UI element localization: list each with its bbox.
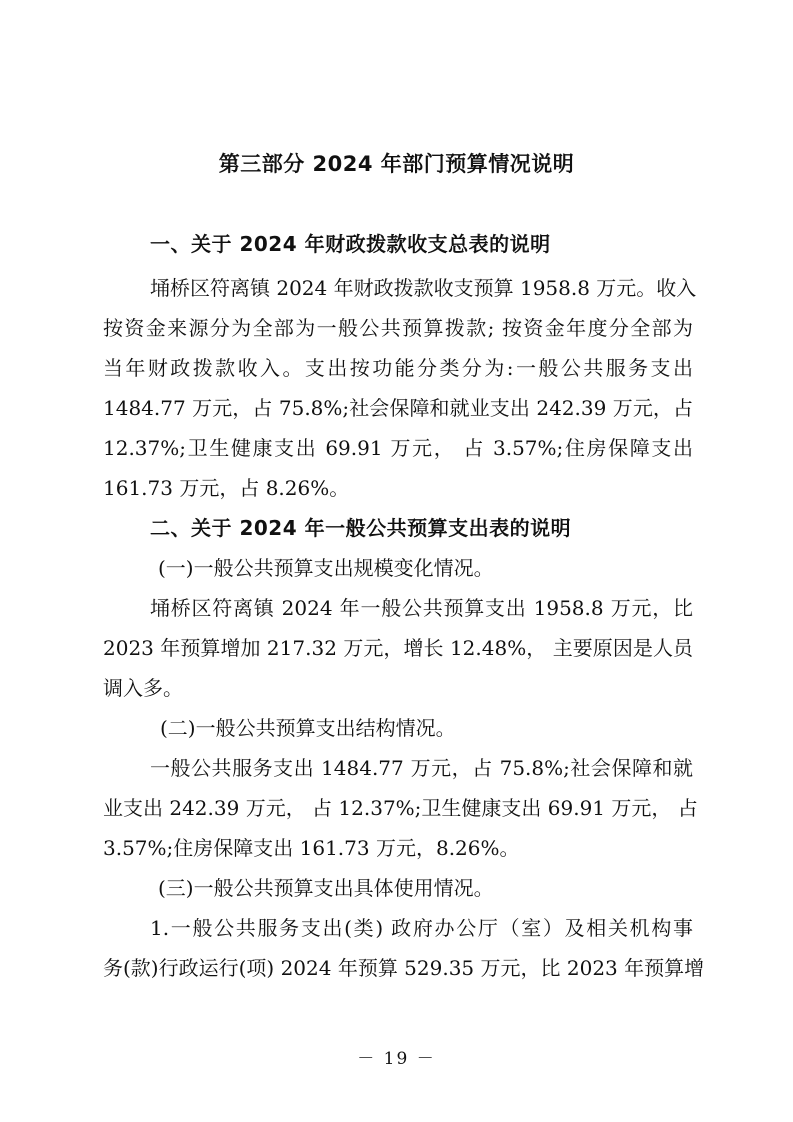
subsection-heading-2: (二)一般公共预算支出结构情况。 — [160, 716, 456, 740]
subsection-heading-1: (一)一般公共预算支出规模变化情况。 — [158, 556, 494, 580]
paragraph-line: 业支出 242.39 万元， 占 12.37%;卫生健康支出 69.91 万元， 占 — [103, 796, 698, 820]
paragraph-line: 当年财政拨款收入。支出按功能分类分为:一般公共服务支出 — [103, 356, 693, 380]
paragraph-line: 务(款)行政运行(项) 2024 年预算 529.35 万元，比 2023 年预算增 — [103, 956, 705, 980]
paragraph-line: 埇桥区符离镇 2024 年一般公共预算支出 1958.8 万元，比 — [150, 596, 693, 620]
paragraph-line: 161.73 万元，占 8.26%。 — [103, 476, 350, 500]
section-heading-1: 一、关于 2024 年财政拨款收支总表的说明 — [150, 232, 551, 256]
paragraph-line: 2023 年预算增加 217.32 万元，增长 12.48%， 主要原因是人员 — [103, 636, 693, 660]
subsection-heading-3: (三)一般公共预算支出具体使用情况。 — [158, 876, 494, 900]
paragraph-line: 埇桥区符离镇 2024 年财政拨款收支预算 1958.8 万元。收入 — [150, 276, 697, 300]
section-heading-2: 二、关于 2024 年一般公共预算支出表的说明 — [150, 516, 572, 540]
paragraph-line: 12.37%;卫生健康支出 69.91 万元， 占 3.57%;住房保障支出 — [103, 436, 693, 460]
paragraph-line: 3.57%;住房保障支出 161.73 万元，8.26%。 — [103, 836, 520, 860]
page-number: － 19 － — [357, 1049, 436, 1069]
paragraph-line: 按资金来源分为全部为一般公共预算拨款; 按资金年度分全部为 — [103, 316, 693, 340]
paragraph-line: 一般公共服务支出 1484.77 万元，占 75.8%;社会保障和就 — [150, 756, 693, 780]
paragraph-line: 1484.77 万元，占 75.8%;社会保障和就业支出 242.39 万元，占 — [103, 396, 693, 420]
page-title: 第三部分 2024 年部门预算情况说明 — [218, 152, 575, 176]
paragraph-line: 1.一般公共服务支出(类) 政府办公厅（室）及相关机构事 — [150, 916, 693, 940]
paragraph-line: 调入多。 — [103, 676, 183, 700]
